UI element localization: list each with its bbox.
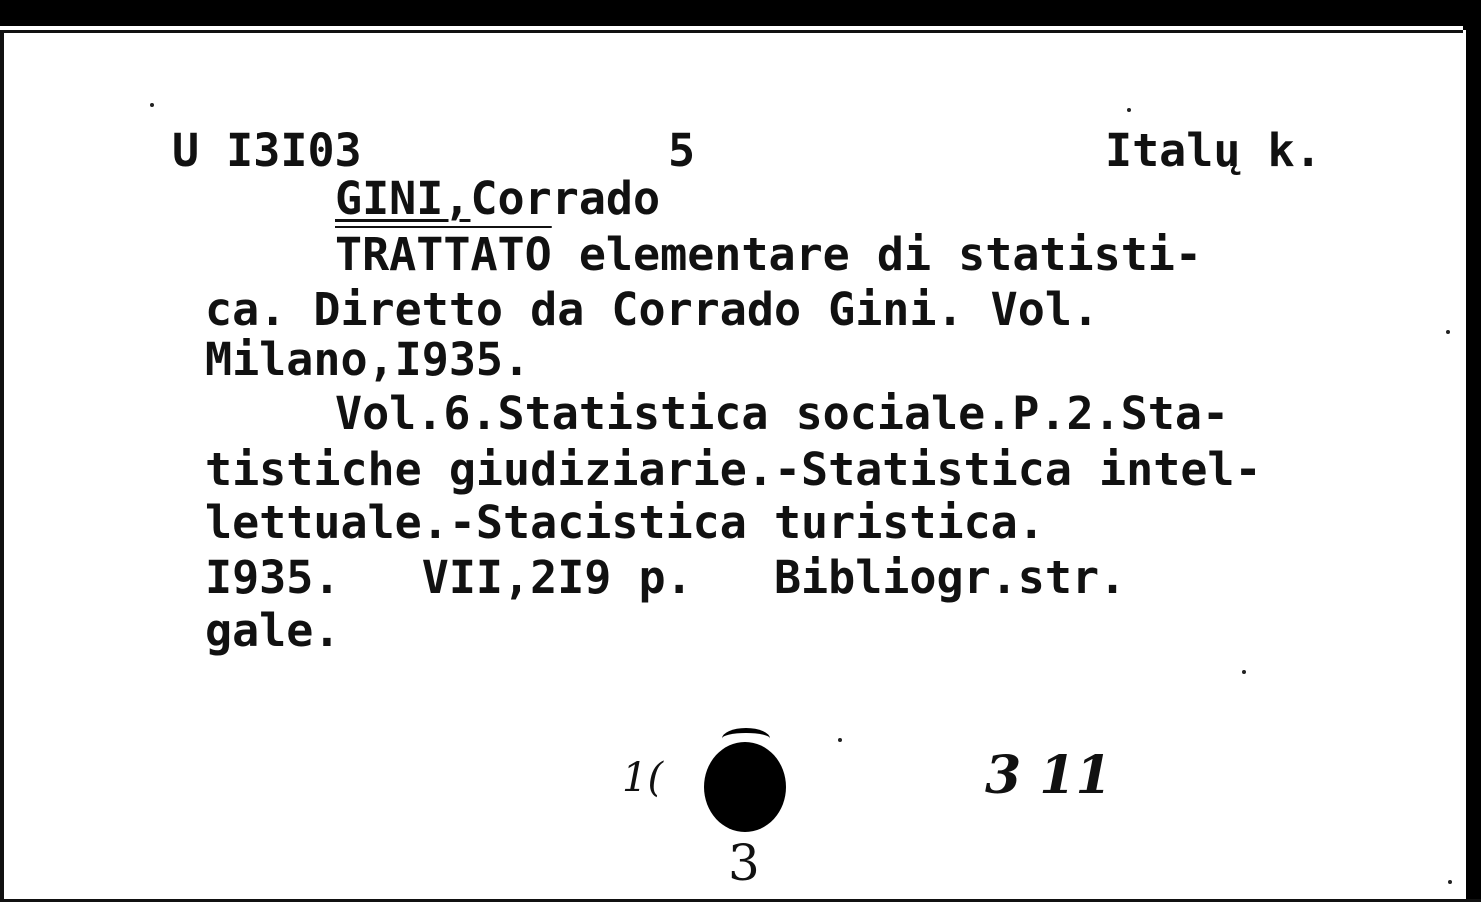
- language-note: Italų k.: [1105, 124, 1322, 177]
- dust-speck: [1446, 330, 1450, 334]
- author-heading: [335, 172, 661, 225]
- author-given-name: Corrado: [470, 172, 661, 225]
- description-line-8: I935. VII,2I9 p. Bibliogr.str.: [205, 551, 1127, 604]
- dust-speck: [838, 738, 842, 742]
- author-surname: GINI,: [335, 172, 471, 225]
- handwritten-left-mark: 1(: [622, 755, 664, 801]
- description-line-6: tistiche giudiziarie.-Statistica intel-: [205, 443, 1262, 496]
- dust-speck: [1127, 108, 1131, 112]
- dust-speck: [150, 103, 154, 107]
- description-line-7: lettuale.-Stacistica turistica.: [205, 496, 1045, 549]
- card-left-edge: [0, 30, 4, 902]
- title-line: [335, 228, 1202, 281]
- dust-speck: [1448, 880, 1452, 884]
- title-lead-word: TRATTATO: [335, 228, 552, 281]
- description-line-4: Milano,I935.: [205, 333, 531, 386]
- scan-border-right: [1463, 0, 1481, 902]
- title-rest: elementare di statisti-: [551, 228, 1202, 281]
- description-line-5: Vol.6.Statistica sociale.P.2.Sta-: [335, 387, 1230, 440]
- description-line-9: gale.: [205, 604, 341, 657]
- punch-hole: [704, 742, 786, 832]
- handwritten-right-mark: 3 11: [985, 745, 1112, 806]
- handwritten-bottom-mark: 3: [728, 834, 760, 892]
- copy-count: 5: [668, 124, 696, 177]
- description-line-3: ca. Diretto da Corrado Gini. Vol.: [205, 283, 1100, 336]
- scan-border-top: [0, 0, 1481, 30]
- dust-speck: [1242, 670, 1246, 674]
- call-number: U I3I03: [172, 124, 362, 177]
- card-top-edge: [0, 30, 1481, 33]
